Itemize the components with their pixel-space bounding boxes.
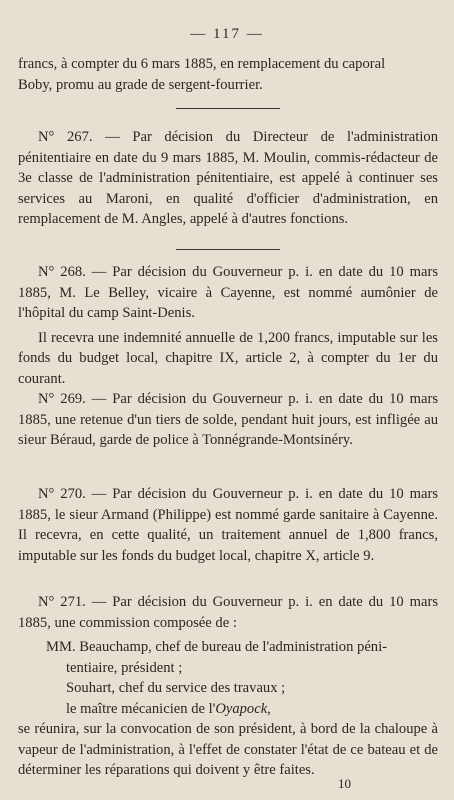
separator-rule (176, 249, 280, 250)
member-souhart: Souhart, chef du service des travaux ; (66, 680, 286, 696)
decision-270-text: N° 270. — Par décision du Gouverneur p. i. en date du 10 mars 1885, le sieur Armand (Philippe) est nommé garde sanitaire à Cayenne. Il recevra, en cette qualité, un traitement annuel de 1,800 francs, imputable sur les fonds du budget local, chapitre X, article 9. (18, 486, 438, 564)
decision-268 (18, 262, 438, 389)
decision-268-text: N° 268. — Par décision du Gouverneur p. i. en date du 10 mars 1885, M. Le Belley, vicaire à Cayenne, est nommé aumônier de l'hôpital du camp Saint-Denis. (18, 264, 438, 321)
member-mechanic-text: le maître mécanicien de l' (66, 700, 216, 717)
decision-271-text: N° 271. — Par décision du Gouverneur p. i. en date du 10 mars 1885, une commission composée de : (18, 594, 438, 631)
decision-268-indemnity: Il recevra une indemnité annuelle de 1,200 francs, imputable sur les fonds du budget local, chapitre IX, article 2, à compter du 1er du courant. (18, 329, 438, 387)
decision-269-text: N° 269. — Par décision du Gouverneur p. i. en date du 10 mars 1885, une retenue d'un tiers de solde, pendant huit jours, est infligée au sieur Béraud, garde de police à Tonnégrande-Montsinéry. (18, 391, 438, 448)
continuation-line-1: francs, à compter du 6 mars 1885, en remplacement du caporal (18, 56, 386, 72)
signature-mark: 10 (338, 776, 351, 791)
page-number: — 117 — (190, 26, 264, 42)
vessel-name: Oyapock, (215, 700, 271, 717)
member-beauchamp: MM. Beauchamp, chef de bureau de l'administration péni- (46, 639, 388, 655)
member-mechanic (46, 699, 438, 720)
decision-270 (18, 484, 438, 566)
continuation-paragraph (18, 54, 438, 95)
decision-269 (18, 389, 438, 451)
decision-267-text: N° 267. — Par décision du Directeur de l'administration pénitentiaire en date du 9 mars 1885, M. Moulin, commis-rédacteur de 3e classe de l'administration pénitentiaire, est appelé à continuer ses services au Maroni, en qualité d'officier d'administration, en remplacement de M. Angles, appelé à d'autres fonctions. (18, 129, 438, 227)
commission-members (18, 637, 438, 719)
member-beauchamp-role: tentiaire, président ; (66, 659, 183, 676)
continuation-line-2: Boby, promu au grade de sergent-fourrier. (18, 76, 263, 93)
separator-rule (176, 108, 280, 109)
decision-271-closing: se réunira, sur la convocation de son président, à bord de la chaloupe à vapeur de l'administration, à l'effet de constater l'état de ce bateau et de déterminer les réparations qui doivent y être faites. (18, 721, 438, 778)
decision-271 (18, 592, 438, 781)
decision-267 (18, 127, 438, 230)
